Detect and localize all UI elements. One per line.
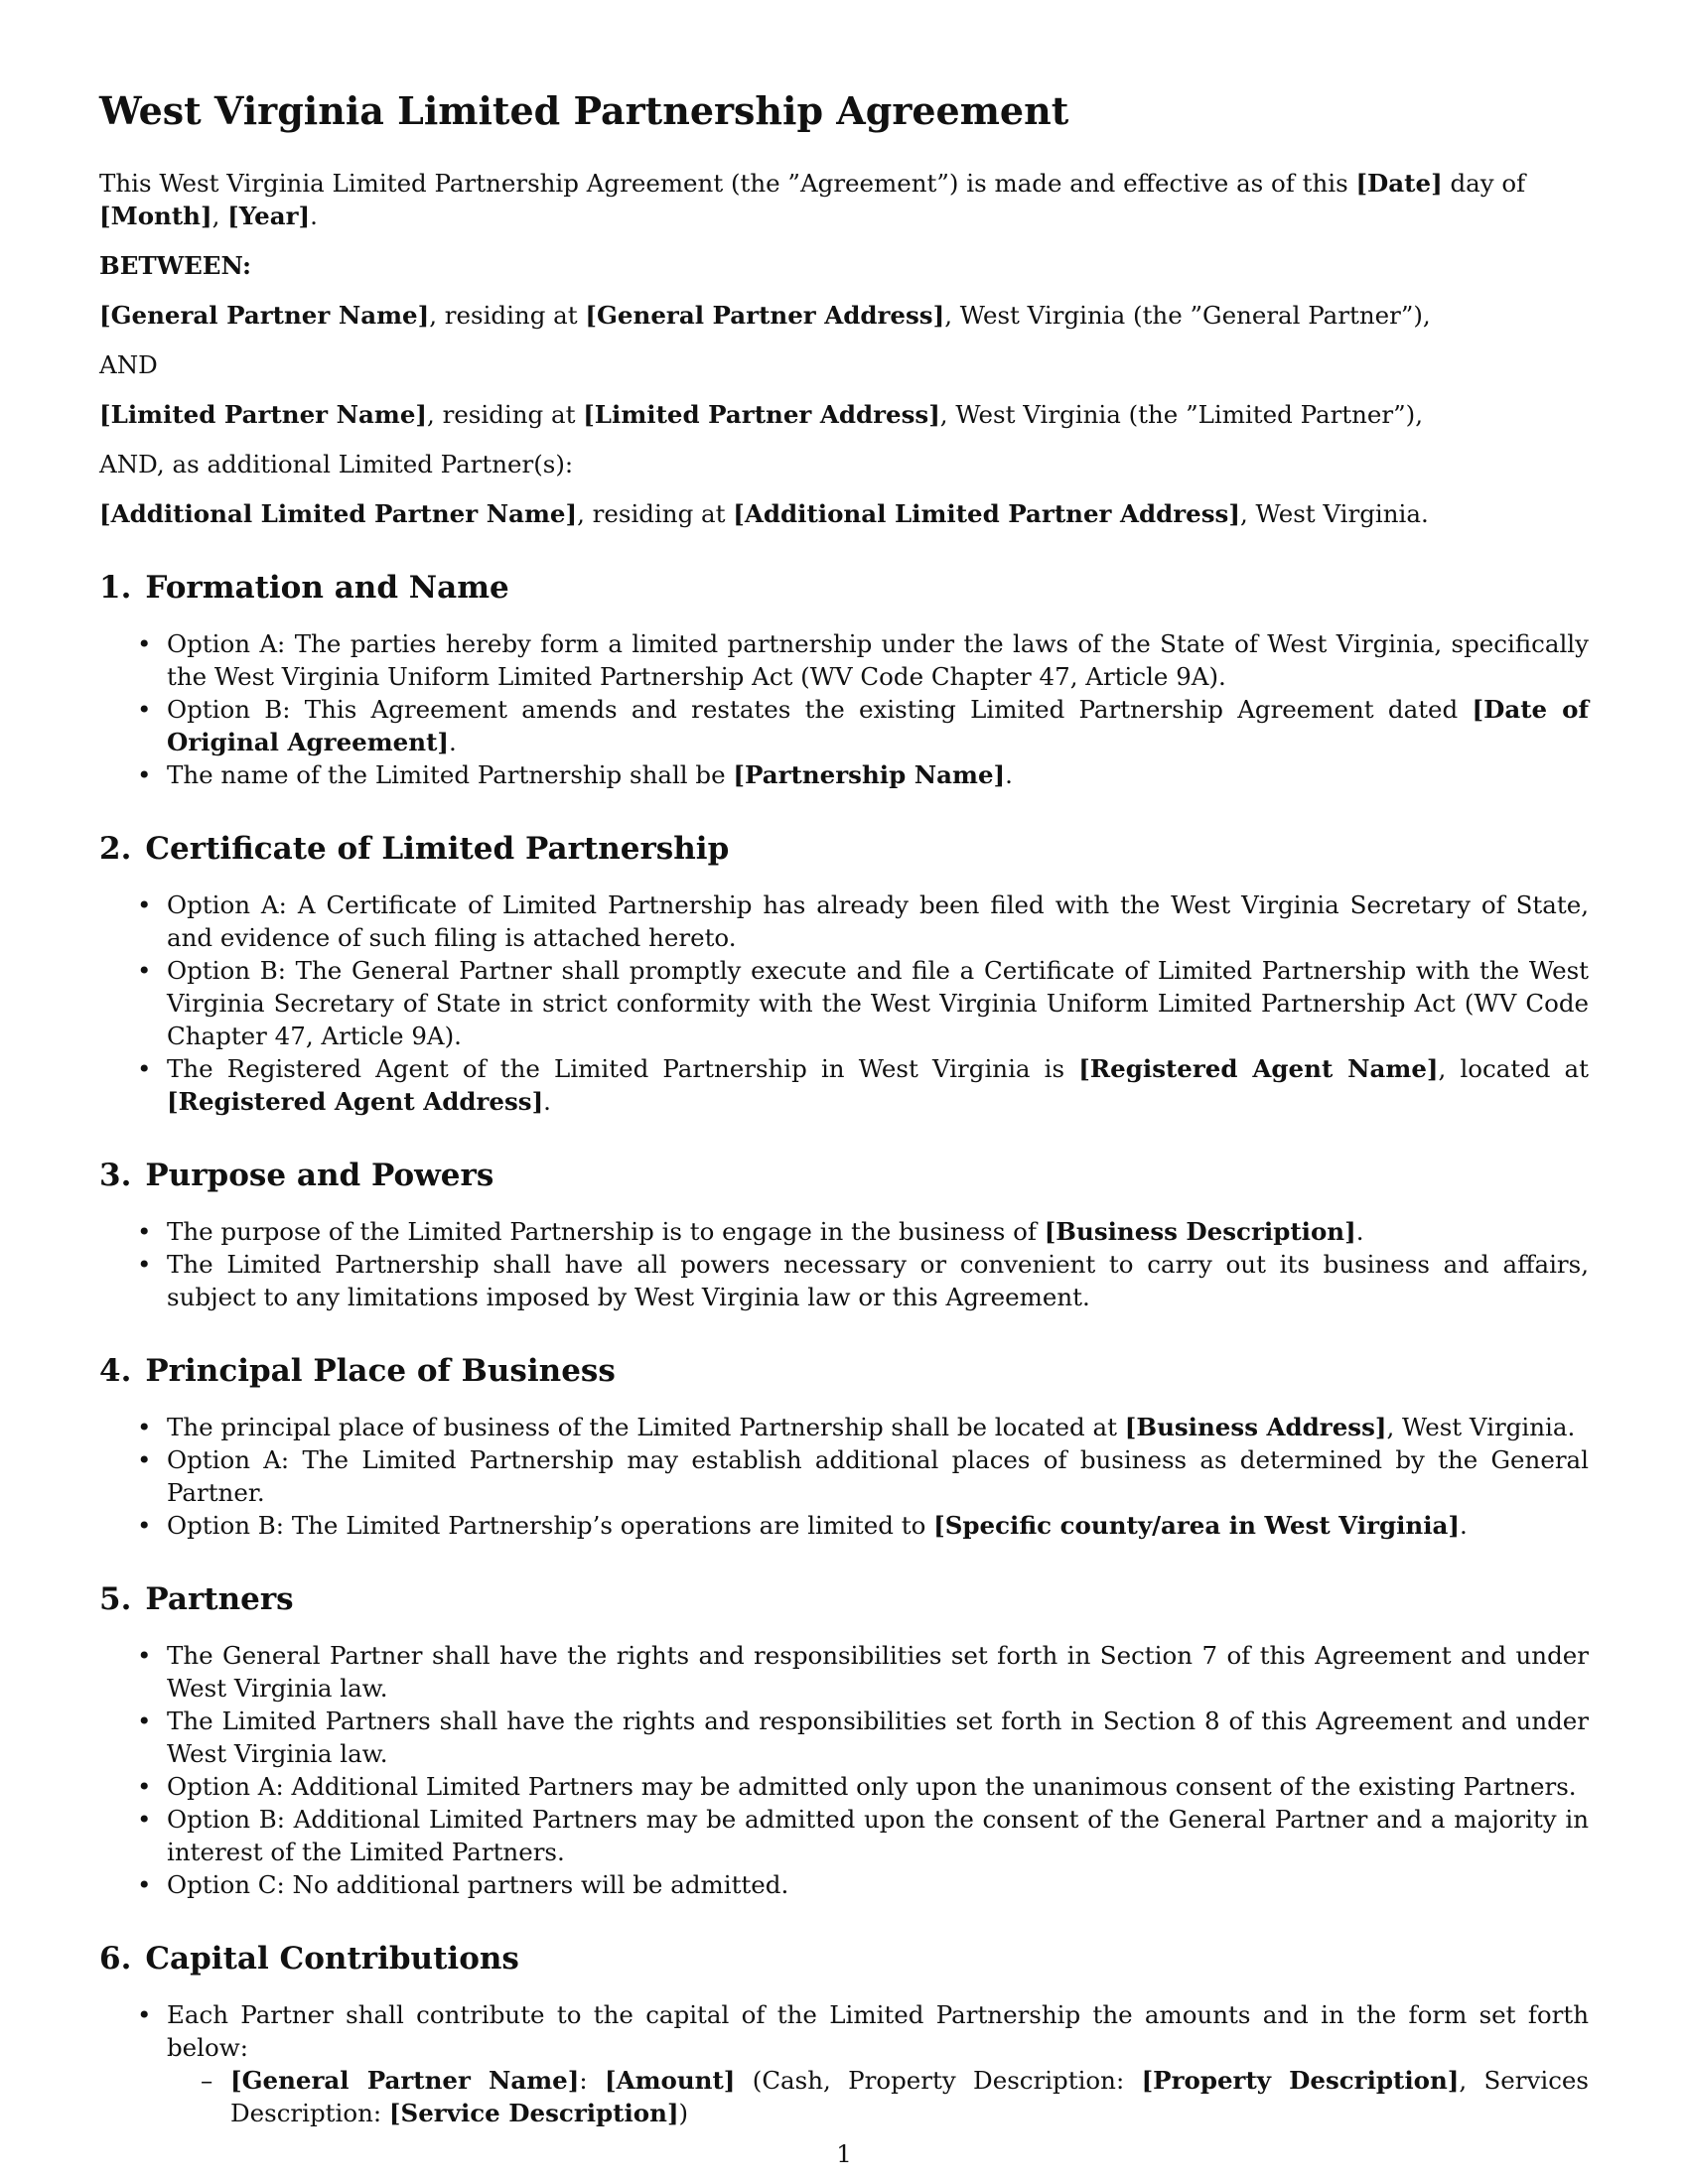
list-item: • Option A: The parties hereby form a limited partnership under the laws of the State of West Virginia, specifically the West Virginia Uniform Limited Partnership Act (WV Code Chapter 47, Article 9A). — [167, 627, 1589, 693]
list-item: • The Limited Partners shall have the rights and responsibilities set forth in Section 8 of this Agreement and under West Virginia law. — [167, 1705, 1589, 1770]
and-additional-separator: AND, as additional Limited Partner(s): — [99, 450, 574, 478]
list-item: • Option B: The General Partner shall promptly execute and file a Certificate of Limited Partnership with the West Virginia Secretary of State in strict conformity with the West Virginia Uniform Limited Partnership Act (WV Code Chapter 47, Article 9A). — [167, 954, 1589, 1052]
section-heading: 5. Partners — [99, 1581, 294, 1617]
list-item: • Option B: This Agreement amends and restates the existing Limited Partnership Agreement dated [Date of Original Agreement]. — [167, 693, 1589, 758]
section-heading: 3. Purpose and Powers — [99, 1158, 494, 1193]
section-list — [99, 1215, 1589, 1313]
document-page — [99, 87, 1589, 2129]
page-number: 1 — [836, 2139, 852, 2168]
list-item: • The name of the Limited Partnership shall be [Partnership Name]. — [167, 758, 1589, 791]
section-list — [99, 888, 1589, 1118]
list-item: • The purpose of the Limited Partnership is to engage in the business of [Business Description]. — [167, 1215, 1589, 1248]
list-item: • Option B: The Limited Partnership’s operations are limited to [Specific county/area in West Virginia]. — [167, 1509, 1589, 1542]
list-item: • Each Partner shall contribute to the capital of the Limited Partnership the amounts and in the form set forth below: – [General Partner Name]: [Amount] (Cash, Property Description: [Property Description], Services Description: [Service Description]) — [167, 1998, 1589, 2129]
list-item: • Option C: No additional partners will be admitted. — [167, 1868, 1589, 1901]
section-heading: 4. Principal Place of Business — [99, 1353, 616, 1389]
date-placeholder: [Date] — [1355, 169, 1443, 198]
list-item: • Option B: Additional Limited Partners may be admitted upon the consent of the General Partner and a majority in interest of the Limited Partners. — [167, 1803, 1589, 1868]
section-list — [99, 1639, 1589, 1901]
document-title: West Virginia Limited Partnership Agreement — [99, 88, 1069, 133]
intro-paragraph: This West Virginia Limited Partnership Agreement (the ”Agreement”) is made and effective as of this [Date] day of [Month], [Year]. — [99, 169, 1526, 230]
month-placeholder: [Month] — [99, 202, 212, 230]
sub-list — [167, 2064, 1589, 2129]
sub-list-item: – [General Partner Name]: [Amount] (Cash, Property Description: [Property Description], Services Description: [Service Description]) — [230, 2064, 1589, 2129]
year-placeholder: [Year] — [227, 202, 311, 230]
between-label: BETWEEN: — [99, 251, 252, 280]
party-limited-partner: [Limited Partner Name], residing at [Limited Partner Address], West Virginia (the ”Limited Partner”), — [99, 400, 1423, 429]
section-heading: 1. Formation and Name — [99, 570, 509, 606]
section-heading: 6. Capital Contributions — [99, 1941, 519, 1977]
list-item: • The Limited Partnership shall have all powers necessary or convenient to carry out its business and affairs, subject to any limitations imposed by West Virginia law or this Agreement. — [167, 1248, 1589, 1313]
list-item: • The principal place of business of the Limited Partnership shall be located at [Business Address], West Virginia. — [167, 1411, 1589, 1443]
list-item: • Option A: Additional Limited Partners may be admitted only upon the unanimous consent of the existing Partners. — [167, 1770, 1589, 1803]
list-item: • Option A: A Certificate of Limited Partnership has already been filed with the West Virginia Secretary of State, and evidence of such filing is attached hereto. — [167, 888, 1589, 954]
section-list — [99, 627, 1589, 791]
party-additional-limited-partner: [Additional Limited Partner Name], residing at [Additional Limited Partner Address], West Virginia. — [99, 499, 1429, 528]
and-separator: AND — [99, 350, 158, 379]
list-item: • The General Partner shall have the rights and responsibilities set forth in Section 7 of this Agreement and under West Virginia law. — [167, 1639, 1589, 1705]
list-item: • Option A: The Limited Partnership may establish additional places of business as determined by the General Partner. — [167, 1443, 1589, 1509]
section-list — [99, 1411, 1589, 1542]
section-heading: 2. Certificate of Limited Partnership — [99, 831, 730, 867]
party-general-partner: [General Partner Name], residing at [General Partner Address], West Virginia (the ”General Partner”), — [99, 301, 1431, 330]
list-item: • The Registered Agent of the Limited Partnership in West Virginia is [Registered Agent Name], located at [Registered Agent Address]. — [167, 1052, 1589, 1118]
section-list — [99, 1998, 1589, 2129]
